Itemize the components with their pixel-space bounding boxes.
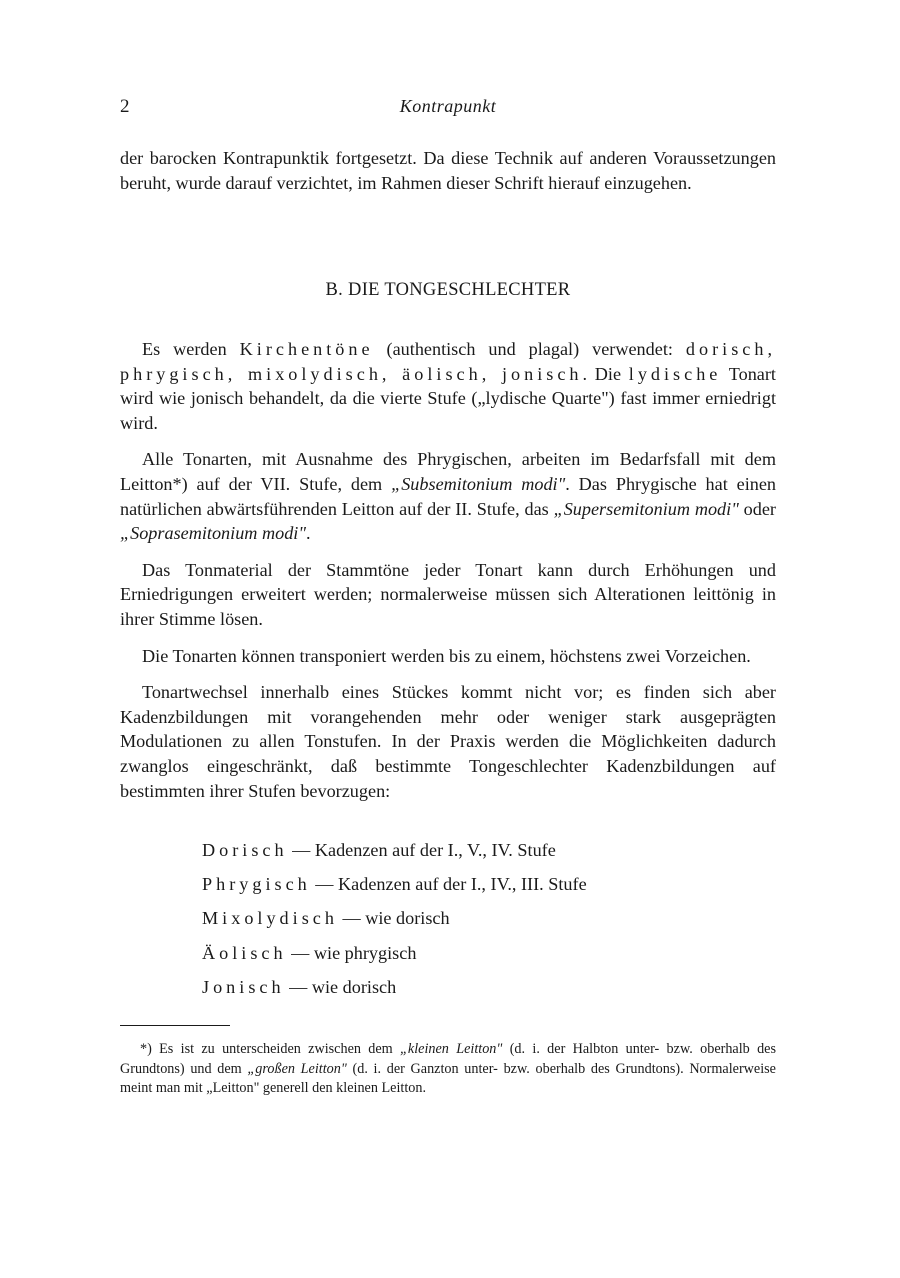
mode-description: — wie phrygisch <box>286 942 417 963</box>
paragraph-modulation: Tonartwechsel innerhalb eines Stückes kommt nicht vor; es finden sich aber Kadenzbildungen mit vorangehenden mehr oder weniger stark ausgeprägten Modulationen zu allen Tonstufen. In der Praxis werden die Möglichkeiten dadurch zwanglos eingeschränkt, daß bestimmte Tongeschlechter Kadenzbildungen auf bestimmten ihrer Stufen bevorzugen: <box>120 682 776 801</box>
running-title: Kontrapunkt <box>399 96 497 116</box>
list-item <box>202 936 587 970</box>
cadence-list <box>202 833 587 1004</box>
list-item <box>202 867 587 901</box>
mode-description: — Kadenzen auf der I., IV., III. Stufe <box>310 874 587 895</box>
section-heading: B. DIE TONGESCHLECHTER <box>325 280 571 300</box>
term-subsemitonium: „Subsemitonium modi" <box>391 473 566 494</box>
term-lydische: lydische <box>628 363 722 384</box>
paragraph-tone-material: Das Tonmaterial der Stammtöne jeder Tonart kann durch Erhöhungen und Erniedrigungen erweitert werden; normalerweise müssen sich Alterationen leittönig in ihrer Stimme lösen. <box>120 559 776 629</box>
term-modes: dorisch, phrygisch, mixolydisch, äolisch, jonisch <box>120 339 776 384</box>
mode-name: Jonisch <box>202 976 285 997</box>
list-item <box>202 970 587 1004</box>
mode-name: Mixolydisch <box>202 908 338 929</box>
paragraph-church-modes: Es werden Kirchentöne (authentisch und plagal) verwendet: dorisch, phrygisch, mixolydisch, äolisch, jonisch. Die lydische Tonart wird wie jonisch behandelt, da die vierte Stufe („lydische Quarte") fast immer erniedrigt wird. <box>120 339 776 433</box>
mode-description: — wie dorisch <box>337 908 450 929</box>
mode-description: — wie dorisch <box>284 976 397 997</box>
mode-description: — Kadenzen auf der I., V., IV. Stufe <box>287 840 556 860</box>
mode-name: Äolisch <box>202 942 287 963</box>
paragraph-leading-tone: Alle Tonarten, mit Ausnahme des Phrygischen, arbeiten im Bedarfsfall mit dem Leitton*) auf der VII. Stufe, dem „Subsemitonium modi". Das Phrygische hat einen natürlichen abwärtsführenden Leitton auf der II. Stufe, das „Supersemitonium modi" oder „Soprasemitonium modi". <box>120 449 777 544</box>
continuation-paragraph: der barocken Kontrapunktik fortgesetzt. Da diese Technik auf anderen Voraussetzungen beruht, wurde darauf verzichtet, im Rahmen dieser Schrift hierauf einzugehen. <box>120 148 776 193</box>
page-header <box>120 96 776 124</box>
page-number: 2 <box>120 96 130 117</box>
footnote-divider <box>120 1025 230 1026</box>
term-supersemitonium: „Supersemitonium modi" <box>553 498 739 519</box>
footnote: *) Es ist zu unterscheiden zwischen dem „kleinen Leitton" (d. i. der Halbton unter- bzw. oberhalb des Grundtons) und dem „großen Leitton" (d. i. der Ganzton unter- bzw. oberhalb des Grundtons). Normalerweise meint man mit „Leitton" generell den kleinen Leitton. <box>120 1041 776 1097</box>
term-grosser-leitton: „großen Leitton" <box>247 1060 347 1077</box>
list-item <box>202 901 587 935</box>
paragraph-transposition: Die Tonarten können transponiert werden bis zu einem, höchstens zwei Vorzeichen. <box>142 645 751 666</box>
term-kleiner-leitton: „kleinen Leitton" <box>400 1041 503 1057</box>
term-kirchentoene: Kirchentöne <box>239 339 374 359</box>
section-body <box>120 337 776 815</box>
list-item <box>202 833 587 867</box>
mode-name: Dorisch <box>202 840 288 860</box>
term-soprasemitonium: „Soprasemitonium modi" <box>120 523 306 544</box>
mode-name: Phrygisch <box>202 874 311 895</box>
